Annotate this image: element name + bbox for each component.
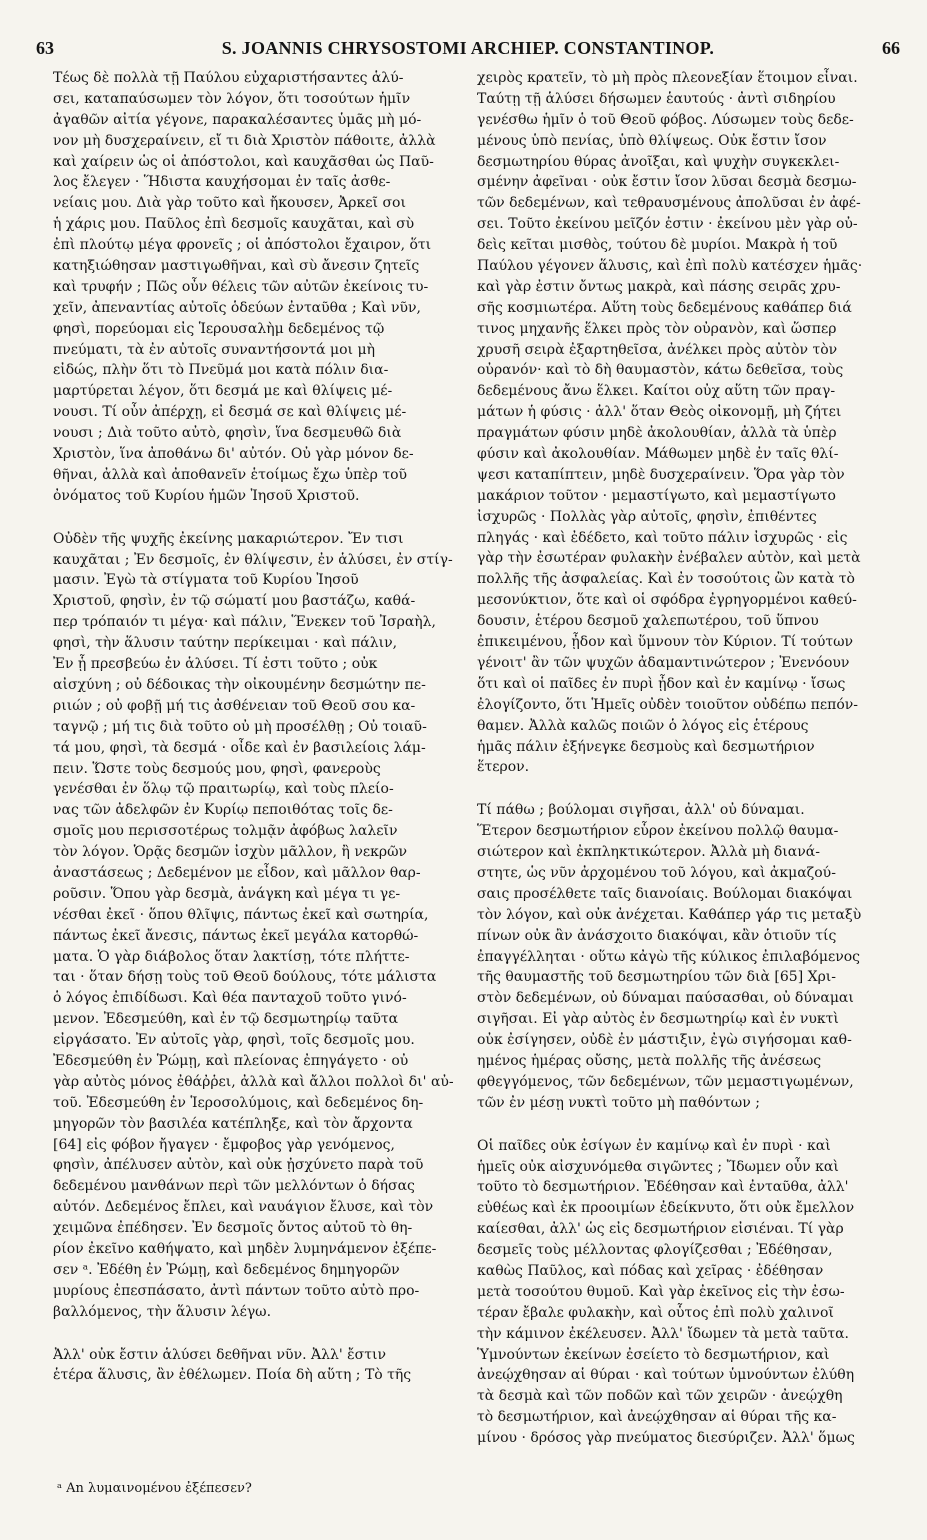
text-line: ὁ λόγος ἐπιδίδωσι. Καὶ θέα πανταχοῦ τοῦτο γινό-: [53, 990, 407, 1007]
text-line: μίνου · δρόσος γὰρ πνεύματος διεσύριζεν. Ἀλλ' ὅμως: [477, 1430, 855, 1447]
text-line: φησὶ, τὴν ἅλυσιν ταύτην περίκειμαι · καὶ πάλιν,: [53, 635, 398, 652]
text-line: ἐπὶ πλούτῳ μέγα φρονεῖς ; οἱ ἀπόστολοι ἔχαιρον, ὅτι: [53, 237, 432, 254]
text-line: σῆς κοσμιωτέρα. Αὕτη τοὺς δεδεμένους καθάπερ διά: [477, 299, 852, 316]
text-line: μετὰ τοσούτου θυμοῦ. Καὶ γὰρ ἐκεῖνος εἰς τὴν ἐσω-: [477, 1283, 845, 1300]
text-line: Ὑμνούντων ἐκείνων ἐσείετο τὸ δεσμωτήριον, καὶ: [477, 1346, 830, 1363]
text-line: ἑτέρα ἅλυσις, ἂν ἐθέλωμεν. Ποία δὴ αὕτη ; Τὸ τῆς: [53, 1367, 412, 1384]
text-line: ἕτερον.: [477, 759, 530, 776]
text-line: σιώτερον καὶ ἐκπληκτικώτερον. Ἀλλὰ μὴ διανά-: [477, 844, 820, 861]
right-column: [477, 68, 894, 1449]
text-line: σει. Τοῦτο ἐκείνου μεῖζόν ἐστιν · ἐκείνου μὲν γὰρ οὐ-: [477, 216, 858, 233]
text-line: καὶ γὰρ ἐστιν ὄντως μακρὰ, καὶ πάσης σειρᾶς χρυ-: [477, 278, 841, 295]
text-line: ἰσχυρῶς · Πολλὰς γὰρ αὐτοῖς, φησὶν, ἐπιθέντες: [477, 508, 817, 525]
text-line: ἀναστάσεως ; Δεδεμένον με εἶδον, καὶ μᾶλλον θαρ-: [53, 864, 421, 881]
text-line: ὅτι καὶ οἱ παῖδες ἐν πυρὶ ᾖδον καὶ ἐν καμίνῳ · ἴσως: [477, 675, 846, 692]
text-line: πνεύματι, τὰ ἐν αὐτοῖς συναντήσοντά μοι μὴ: [53, 341, 375, 358]
text-line: θῆναι, ἀλλὰ καὶ ἀποθανεῖν ἑτοίμως ἔχω ὑπὲρ τοῦ: [53, 466, 408, 483]
text-line: μακάριον τοῦτον · μεμαστίγωτο, καὶ μεμαστίγωτο: [477, 487, 836, 504]
text-line: στητε, ὡς νῦν ἀρχομένου τοῦ λόγου, καὶ ἀκμαζού-: [477, 864, 836, 881]
text-line: εἰδώς, πλὴν ὅτι τὸ Πνεῦμά μοι κατὰ πόλιν δια-: [53, 362, 389, 379]
text-line: αἰσχύνη ; οὐ δέδοικας τὴν οἰκουμένην δεσμώτην πε-: [53, 676, 426, 693]
text-line: γὰρ αὐτὸς μόνος ἐθάῤῥει, ἀλλὰ καὶ ἄλλοι πολλοὶ δι' αὐ-: [53, 1073, 454, 1090]
text-line: πίνων οὐκ ἂν ἀνάσχοιτο διακόψαι, κἂν ὁτιοῦν τίς: [477, 927, 837, 944]
text-line: δεὶς κεῖται μισθὸς, τούτου δὲ μυρίοι. Μακρὰ ἡ τοῦ: [477, 237, 838, 254]
text-line: μαρτύρεται λέγον, ὅτι δεσμά με καὶ θλίψεις μέ-: [53, 383, 393, 400]
text-line: Ἀλλ' οὐκ ἔστιν ἁλύσει δεθῆναι νῦν. Ἀλλ' ἔστιν: [53, 1346, 386, 1363]
text-line: πραγμάτων φύσιν μηδὲ ἀκολουθίαν, ἀλλὰ τὰ ὑπὲρ: [477, 425, 837, 442]
text-line: ἀγαθῶν αἰτία γέγονε, παρακαλέσαντες ὑμᾶς μὴ μό-: [53, 111, 422, 128]
text-line: νουσι ; Διὰ τοῦτο αὐτὸ, φησὶν, ἵνα δεσμευθῶ διὰ: [53, 425, 402, 442]
text-line: τὸν λόγον, καὶ οὐκ ἀνέχεται. Καθάπερ γάρ τις μεταξὺ: [477, 906, 862, 923]
text-line: σεν ᵃ. Ἐδέθη ἐν Ῥώμῃ, καὶ δεδεμένος δημηγορῶν: [53, 1261, 400, 1278]
text-line: οὐρανόν· καὶ τὸ δὴ θαυμαστὸν, κάτω δεθεῖσα, τοὺς: [477, 362, 844, 379]
text-line: πολλῆς τῆς ἀσφαλείας. Καὶ ἐν τοσούτοις ὢν κατὰ τὸ: [477, 571, 855, 588]
paragraph-gap: [477, 1114, 894, 1136]
text-line: νέσθαι ἐκεῖ · ὅπου θλῖψις, πάντως ἐκεῖ καὶ σωτηρία,: [53, 906, 429, 923]
text-line: σαις προσέλθετε ταῖς διανοίαις. Βούλομαι διακόψαι: [477, 885, 853, 902]
text-line: Ἐν ᾗ πρεσβεύω ἐν ἁλύσει. Τί ἐστι τοῦτο ; οὐκ: [53, 656, 378, 673]
text-line: καθὼς Παῦλος, καὶ πόδας καὶ χεῖρας · ἐδέθησαν: [477, 1262, 824, 1279]
paragraph-gap: [477, 778, 894, 800]
text-line: ροῦσιν. Ὅπου γὰρ δεσμὰ, ἀνάγκη καὶ μέγα τι γε-: [53, 885, 401, 902]
text-line: ἡμεῖς οὐκ αἰσχυνόμεθα σιγῶντες ; Ἴδωμεν οὖν καὶ: [477, 1158, 839, 1175]
text-line: φθεγγόμενος, τῶν δεδεμένων, τῶν μεμαστιγωμένων,: [477, 1073, 854, 1090]
text-line: τὸν λόγον. Ὁρᾷς δεσμῶν ἰσχὺν μᾶλλον, ἢ νεκρῶν: [53, 844, 408, 861]
text-line: δουσιν, ἑτέρου δεσμοῦ χαλεπωτέρου, τοῦ ὕπνου: [477, 613, 819, 630]
text-line: ριιών ; οὐ φοβῇ μή τις ἀσθένειαν τοῦ Θεοῦ σου κα-: [53, 697, 416, 714]
text-line: σμοῖς μου περισσοτέρως τολμᾷν ἀφόβως λαλεῖν: [53, 823, 398, 840]
text-line: ἐπαγγέλληται · οὕτω κἀγὼ τῆς κύλικος ἐπιλαβόμενος: [477, 948, 861, 965]
text-line: ἀνεῴχθησαν αἱ θύραι · καὶ τούτων ὑμνούντων ἐλύθη: [477, 1367, 855, 1384]
text-line: νείαις μου. Διὰ γὰρ τοῦτο καὶ ἤκουσεν, Ἀρκεῖ σοι: [53, 195, 406, 212]
text-line: τέραν ἔβαλε φυλακὴν, καὶ οὗτος ἐπὶ πολὺ χαλινοῖ: [477, 1304, 834, 1321]
text-line: τὴν κάμινον ἐκέλευσεν. Ἀλλ' ἴδωμεν τὰ μετὰ ταῦτα.: [477, 1325, 849, 1342]
text-line: Τέως δὲ πολλὰ τῇ Παύλου εὐχαριστήσαντες ἁλύ-: [53, 70, 404, 86]
text-line: μυρίους ἐπεσπάσατο, ἀντὶ πάντων τοῦτο αὐτὸ προ-: [53, 1282, 420, 1299]
text-line: εὐθέως καὶ ἐκ προοιμίων ἐδείκνυτο, ὅτι οὐκ ἔμελλον: [477, 1200, 855, 1217]
text-line: σμένην ἀφεῖναι · οὐκ ἔστιν ἴσον λῦσαι δεσμὰ δεσμω-: [477, 174, 857, 191]
running-title: S. JOANNIS CHRYSOSTOMI ARCHIEP. CONSTANTINOP.: [221, 38, 715, 58]
text-line: τοῦ. Ἐδεσμεύθη ἐν Ἱεροσολύμοις, καὶ δεδεμένος δη-: [53, 1094, 424, 1111]
text-line: γένοιτ' ἂν τῶν ψυχῶν ἀδαμαντινώτερον ; Ἐνενόουν: [477, 654, 850, 671]
text-line: λος ἔλεγεν · Ἥδιστα καυχήσομαι ἐν ταῖς ἀσθε-: [53, 174, 391, 191]
text-line: χεῖν, ἀπεναντίας αὐτοῖς ὁδεύων ἐνταῦθα ; Καὶ νῦν,: [53, 299, 421, 316]
text-line: καὶ τρυφήν ; Πῶς οὖν θέλεις τῶν αὐτῶν ἐκείνοις τυ-: [53, 278, 429, 295]
text-line: χρυσῆ σειρὰ ἐξαρτηθεῖσα, ἀνέλκει πρὸς αὐτὸν τὸν: [477, 341, 838, 358]
text-line: ψεσι καταπίπτειν, μηδὲ δυσχεραίνειν. Ὅρα γὰρ τὸν: [477, 466, 845, 483]
text-line: ἐπικειμένου, ᾖδον καὶ ὕμνουν τὸν Κύριον. Τί τούτων: [477, 634, 854, 651]
text-line: δεσμωτηρίου θύρας ἀνοῖξαι, καὶ ψυχὴν συγκεκλει-: [477, 153, 840, 170]
text-line: δεσμεῖς τοὺς μέλλοντας φλογίζεσθαι ; Ἐδέθησαν,: [477, 1242, 833, 1259]
text-line: βαλλόμενος, τὴν ἅλυσιν λέγω.: [53, 1303, 272, 1320]
text-line: Παύλου γέγονεν ἅλυσις, καὶ ἐπὶ πολὺ κατέσχεν ἡμᾶς·: [477, 258, 863, 275]
text-line: μεσονύκτιον, ὅτε καὶ οἱ σφόδρα ἐγρηγορμένοι καθεύ-: [477, 592, 857, 609]
text-line: πάντως ἐκεῖ ἄνεσις, πάντως ἐκεῖ μεγάλα κατορθώ-: [53, 927, 419, 944]
text-line: φησὶν, ἀπέλυσεν αὐτὸν, καὶ οὐκ ᾐσχύνετο παρὰ τοῦ: [53, 1157, 424, 1174]
footnote: ᵃ An λυμαινομένου ἐξέπεσεν?: [57, 1481, 252, 1496]
text-line: νας τῶν ἀδελφῶν ἐν Κυρίῳ πεποιθότας τοῖς δε-: [53, 802, 393, 819]
text-line: χειμῶνα ἐπέδησεν. Ἐν δεσμοῖς ὄντος αὐτοῦ τὸ θη-: [53, 1220, 413, 1237]
text-line: ματα. Ὁ γὰρ διάβολος ὅταν λακτίσῃ, τότε πλήττε-: [53, 948, 410, 965]
text-line: ἐλογίζοντο, ὅτι Ἡμεῖς οὐδὲν τοιοῦτον οὐδέπω πεπόν-: [477, 696, 859, 713]
text-line: κατηξιώθησαν μαστιγωθῆναι, καὶ σὺ ἄνεσιν ζητεῖς: [53, 258, 420, 275]
text-line: ται · ὅταν δήσῃ τοὺς τοῦ Θεοῦ δούλους, τότε μάλιστα: [53, 969, 437, 986]
text-line: ρίον ἐκεῖνο καθήψατο, καὶ μηδὲν λυμηνάμενον ἐξέπε-: [53, 1240, 437, 1257]
text-line: καίεσθαι, ἀλλ' ὡς εἰς δεσμωτήριον εἰσιέναι. Τί γὰρ: [477, 1221, 844, 1238]
text-line: Οὐδὲν τῆς ψυχῆς ἐκείνης μακαριώτερον. Ἔν τισι: [53, 530, 404, 547]
text-line: δεδεμένου μανθάνων περὶ τῶν μελλόντων ὁ δήσας: [53, 1178, 415, 1195]
text-line: ημένος ἡμέρας οὔσης, μετὰ πολλῆς τῆς ἀνέσεως: [477, 1052, 822, 1069]
text-line: δεδεμένους ἄνω ἕλκει. Καίτοι οὐχ αὕτη τῶν πραγ-: [477, 383, 836, 400]
text-line: καὶ χαίρειν ὡς οἱ ἀπόστολοι, καὶ καυχᾶσθαι ὡς Παῦ-: [53, 153, 434, 170]
text-line: πληγάς · καὶ ἐδέδετο, καὶ τοῦτο πάλιν ἰσχυρῶς · εἰς: [477, 529, 848, 546]
text-line: τά μου, φησὶ, τὰ δεσμά · οἶδε καὶ ἐν βασιλείοις λάμ-: [53, 739, 426, 756]
text-line: πειν. Ὥστε τοὺς δεσμούς μου, φησὶ, φανεροὺς: [53, 760, 381, 777]
text-line: μηγορῶν τὸν βασιλέα κατέπληξε, καὶ τὸν ἄρχοντα: [53, 1115, 413, 1132]
text-line: ταγνῷ ; μή τις διὰ τοῦτο οὐ μὴ προσέλθῃ ; Οὐ τοιαῦ-: [53, 718, 427, 735]
text-line: χειρὸς κρατεῖν, τὸ μὴ πρὸς πλεονεξίαν ἕτοιμον εἶναι.: [477, 70, 858, 86]
text-line: Οἱ παῖδες οὐκ ἐσίγων ἐν καμίνῳ καὶ ἐν πυρὶ · καὶ: [477, 1137, 831, 1154]
text-line: αὐτόν. Δεδεμένος ἔπλει, καὶ ναυάγιον ἔλυσε, καὶ τὸν: [53, 1199, 434, 1216]
text-line: τῶν ἐν μέσῃ νυκτὶ τοῦτο μὴ παθόντων ;: [477, 1094, 760, 1111]
text-line: νουσι. Τί οὖν ἀπέρχῃ, εἰ δεσμά σε καὶ θλίψεις μέ-: [53, 404, 407, 421]
text-line: μασιν. Ἐγὼ τὰ στίγματα τοῦ Κυρίου Ἰησοῦ: [53, 572, 359, 589]
page-number-right: 66: [882, 38, 900, 58]
paragraph-gap: [53, 507, 463, 529]
text-line: ἡ χάρις μου. Παῦλος ἐπὶ δεσμοῖς καυχᾶται, καὶ σὺ: [53, 216, 415, 233]
text-line: ὀνόματος τοῦ Κυρίου ἡμῶν Ἰησοῦ Χριστοῦ.: [53, 487, 360, 504]
text-line: μενον. Ἐδεσμεύθη, καὶ ἐν τῷ δεσμωτηρίῳ ταῦτα: [53, 1011, 399, 1028]
text-line: γὰρ τὴν ἐσωτέραν φυλακὴν ἐνέβαλεν αὐτὸν, καὶ μετὰ: [477, 550, 861, 567]
text-line: νον μὴ δυσχεραίνειν, εἴ τι διὰ Χριστὸν πάθοιτε, ἀλλὰ: [53, 132, 436, 149]
text-line: μάτων ἡ φύσις · ἀλλ' ὅταν Θεὸς οἰκονομῇ, μὴ ζήτει: [477, 404, 842, 421]
page-header: [36, 38, 900, 62]
text-line: περ τρόπαιόν τι μέγα· καὶ πάλιν, Ἕνεκεν τοῦ Ἰσραὴλ,: [53, 614, 436, 631]
text-line: στὸν δεδεμένων, οὐ δύναμαι παύσασθαι, οὐ δύναμαι: [477, 990, 854, 1007]
text-line: Τί πάθω ; βούλομαι σιγῆσαι, ἀλλ' οὐ δύναμαι.: [477, 802, 805, 819]
text-line: Χριστοῦ, φησὶν, ἐν τῷ σώματί μου βαστάζω, καθά-: [53, 593, 416, 610]
text-line: ἡμᾶς πάλιν ἐξήνεγκε δεσμοὺς καὶ δεσμωτήριον: [477, 738, 815, 755]
text-line: Ταύτῃ τῇ ἁλύσει δήσωμεν ἑαυτούς · ἀντὶ σιδηρίου: [477, 90, 836, 107]
left-column: [53, 68, 463, 1386]
text-line: καυχᾶται ; Ἐν δεσμοῖς, ἐν θλίψεσιν, ἐν ἁλύσει, ἐν στίγ-: [53, 551, 453, 568]
text-line: οὐκ ἐσίγησεν, οὐδὲ ἐν μάστιξιν, ἐγὼ σιγήσομαι καθ-: [477, 1032, 852, 1049]
text-line: μένους ὑπὸ πενίας, ὑπὸ θλίψεως. Οὐκ ἔστιν ἴσον: [477, 132, 827, 149]
text-line: [64] εἰς φόβον ἤγαγεν · ἔμφοβος γὰρ γενόμενος,: [53, 1136, 395, 1153]
text-line: Χριστὸν, ἵνα ἀποθάνω δι' αὐτόν. Οὐ γὰρ μόνον δε-: [53, 446, 414, 463]
text-line: γενέσθαι ἐν ὅλῳ τῷ πραιτωρίῳ, καὶ τοὺς πλείο-: [53, 781, 394, 798]
text-line: τινος μηχανῆς ἕλκει πρὸς τὸν οὐρανὸν, καὶ ὥσπερ: [477, 320, 837, 337]
text-line: θαμεν. Ἀλλὰ καλῶς ποιῶν ὁ λόγος εἰς ἑτέρους: [477, 717, 809, 734]
text-line: τῶν δεδεμένων, καὶ τεθραυσμένους ἀπολῦσαι ἐν ἀφέ-: [477, 195, 861, 212]
text-line: γενέσθω ἡμῖν ὁ τοῦ Θεοῦ φόβος. Λύσωμεν τοὺς δεδε-: [477, 111, 854, 128]
text-line: τῆς θαυμαστῆς τοῦ δεσμωτηρίου τῶν διὰ [65] Χρι-: [477, 969, 837, 986]
paragraph-gap: [53, 1323, 463, 1345]
text-line: τὰ δεσμὰ καὶ τῶν ποδῶν καὶ τῶν χειρῶν · ἀνεῴχθη: [477, 1388, 843, 1405]
text-line: Ἕτερον δεσμωτήριον εὗρον ἐκείνου πολλῷ θαυμα-: [477, 823, 839, 840]
text-line: φησὶ, πορεύομαι εἰς Ἱερουσαλὴμ δεδεμένος τῷ: [53, 320, 385, 337]
text-line: φύσιν καὶ ἀκολουθίαν. Μάθωμεν μηδὲ ἐν ταῖς θλί-: [477, 446, 839, 463]
text-line: τοῦτο τὸ δεσμωτήριον. Ἐδέθησαν καὶ ἐνταῦθα, ἀλλ': [477, 1179, 849, 1196]
page-number-left: 63: [36, 38, 54, 58]
text-line: τὸ δεσμωτήριον, καὶ ἀνεῴχθησαν αἱ θύραι τῆς κα-: [477, 1409, 837, 1426]
text-line: εἰργάσατο. Ἐν αὐτοῖς γὰρ, φησὶ, τοῖς δεσμοῖς μου.: [53, 1032, 415, 1049]
text-line: σιγῆσαι. Εἰ γὰρ αὐτὸς ἐν δεσμωτηρίῳ καὶ ἐν νυκτὶ: [477, 1011, 839, 1028]
text-line: Ἐδεσμεύθη ἐν Ῥώμῃ, καὶ πλείονας ἐπηγάγετο · οὐ: [53, 1052, 409, 1069]
text-line: σει, καταπαύσωμεν τὸν λόγον, ὅτι τοσούτων ἡμῖν: [53, 90, 411, 107]
